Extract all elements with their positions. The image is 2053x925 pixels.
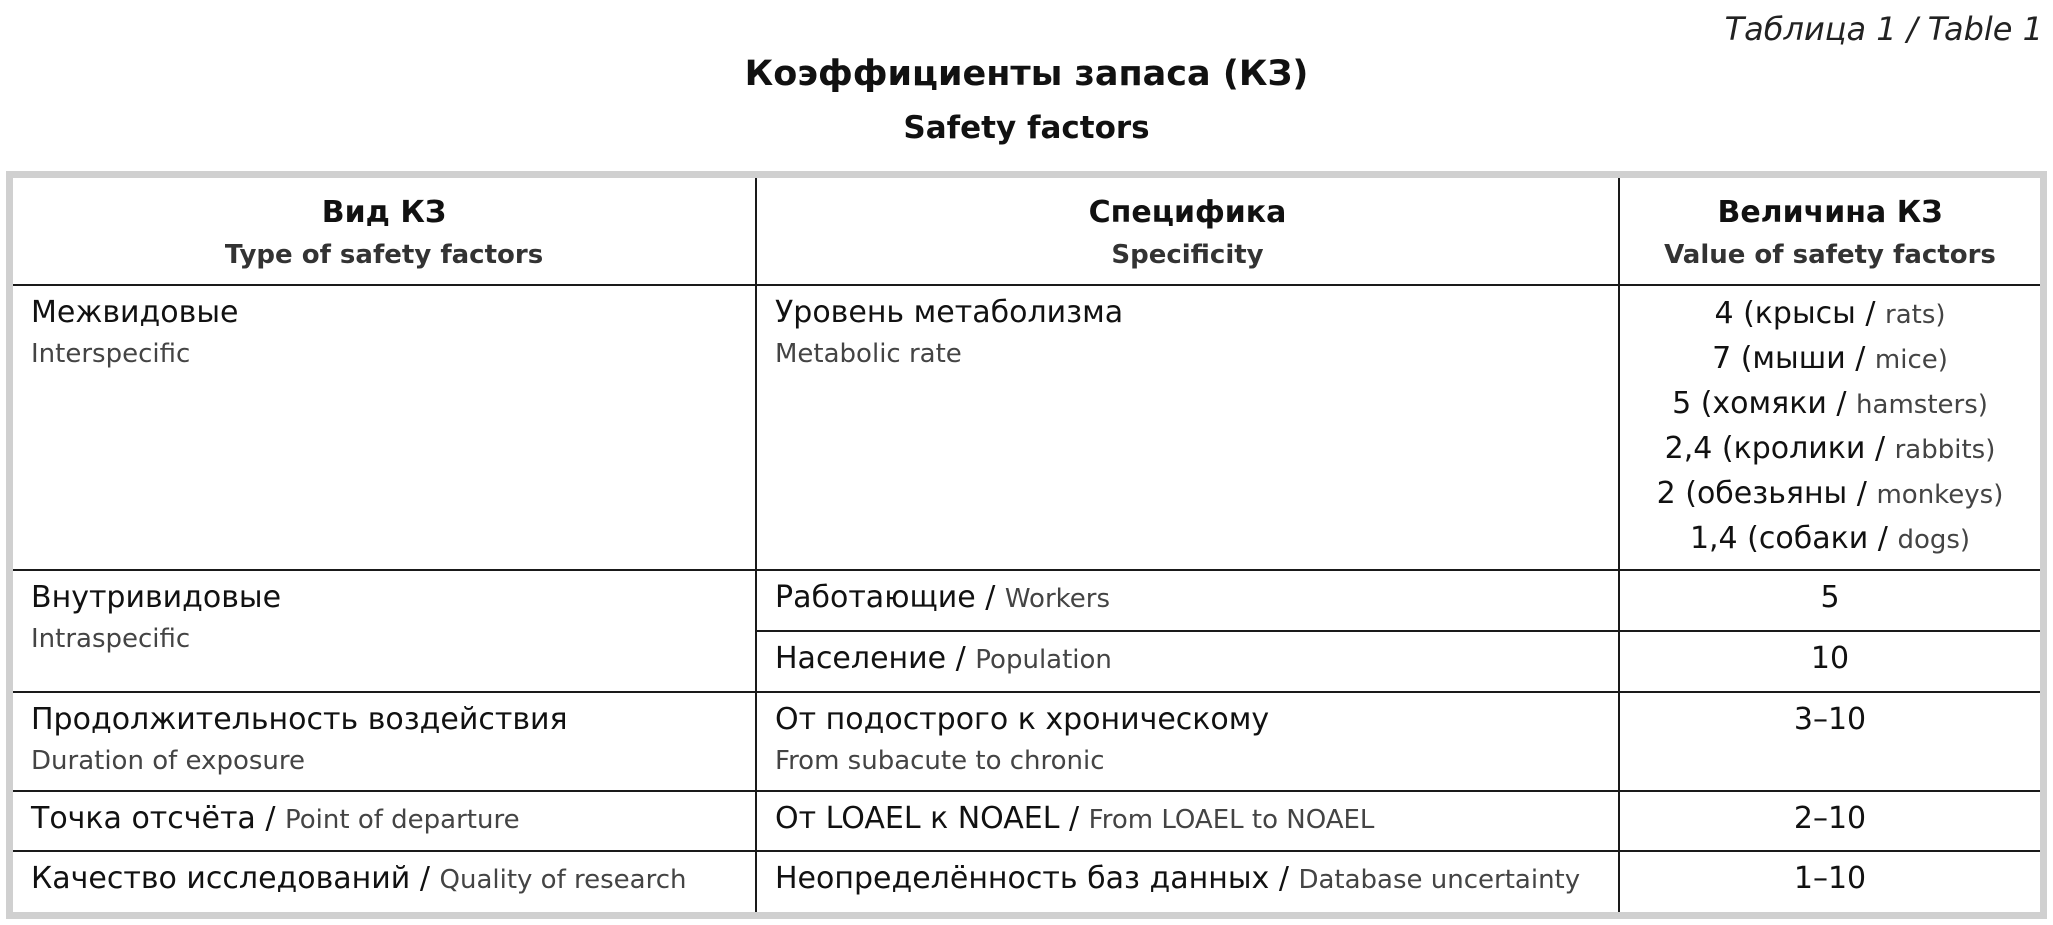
table-title-ru: Коэффициенты запаса (КЗ) xyxy=(744,54,1309,94)
cell-type-interspecific xyxy=(13,285,756,570)
value: 3–10 xyxy=(1793,701,1867,737)
cell-spec-quality xyxy=(756,851,1619,912)
value: 2–10 xyxy=(1793,800,1867,836)
spec-line xyxy=(775,798,1600,841)
safety-factors-table xyxy=(13,178,2040,912)
separator: / xyxy=(1856,476,1867,512)
separator: / xyxy=(1874,431,1886,467)
value-en: rabbits) xyxy=(1894,435,1996,466)
type-ru: Внутривидовые xyxy=(31,580,282,616)
value-ru: 2,4 (кролики xyxy=(1664,431,1866,467)
spec-ru: Работающие xyxy=(775,580,976,616)
safety-factors-table-frame xyxy=(6,171,2047,919)
spec-ru: От подострого к хроническому xyxy=(775,701,1270,737)
value-line-mice xyxy=(1638,337,2022,382)
cell-spec-interspecific xyxy=(756,285,1619,570)
table-row-duration xyxy=(13,692,2040,791)
type-line xyxy=(31,858,737,901)
separator: / xyxy=(1836,386,1847,422)
separator: / xyxy=(419,861,430,897)
type-ru: Продолжительность воздействия xyxy=(31,701,568,737)
spec-line xyxy=(775,638,1600,681)
value-en: hamsters) xyxy=(1856,390,1988,421)
separator: / xyxy=(1855,341,1866,377)
cell-type-intraspecific xyxy=(13,570,756,691)
table-title-en: Safety factors xyxy=(903,110,1150,146)
value: 5 xyxy=(1820,580,1840,616)
value-ru: 4 (крысы xyxy=(1714,296,1856,332)
spec-ru: Неопределённость баз данных xyxy=(775,861,1270,897)
spec-en: Workers xyxy=(1004,584,1111,615)
value: 10 xyxy=(1810,640,1850,676)
separator: / xyxy=(1877,521,1888,557)
header-specificity xyxy=(756,178,1619,285)
type-en: Interspecific xyxy=(31,339,191,370)
header-type-en: Type of safety factors xyxy=(224,240,544,271)
value-ru: 5 (хомяки xyxy=(1672,386,1827,422)
spec-en: Database uncertainty xyxy=(1298,865,1581,896)
header-value xyxy=(1619,178,2040,285)
cell-type-departure xyxy=(13,791,756,852)
value-line-rats xyxy=(1638,292,2022,337)
cell-spec-population xyxy=(756,631,1619,692)
value-line-dogs xyxy=(1638,517,2022,562)
cell-spec-departure xyxy=(756,791,1619,852)
value-en: rats) xyxy=(1885,300,1946,331)
value-en: dogs) xyxy=(1897,525,1971,556)
separator: / xyxy=(985,580,996,616)
value: 1–10 xyxy=(1793,861,1867,897)
separator: / xyxy=(1278,861,1289,897)
value-en: mice) xyxy=(1874,345,1948,376)
separator: / xyxy=(1069,800,1080,836)
value-ru: 1,4 (собаки xyxy=(1689,521,1869,557)
header-value-en: Value of safety factors xyxy=(1664,240,1996,271)
header-specificity-ru: Специфика xyxy=(1088,195,1287,231)
cell-value-duration xyxy=(1619,692,2040,791)
separator: / xyxy=(1865,296,1876,332)
table-row-departure xyxy=(13,791,2040,852)
spec-en: Metabolic rate xyxy=(775,339,962,370)
table-header-row xyxy=(13,178,2040,285)
separator: / xyxy=(955,640,966,676)
value-line-rabbits xyxy=(1638,427,2022,472)
spec-line xyxy=(775,858,1600,901)
separator: / xyxy=(265,800,276,836)
value-ru: 2 (обезьяны xyxy=(1656,476,1848,512)
value-ru: 7 (мыши xyxy=(1712,341,1846,377)
table-number-label: Таблица 1 / Table 1 xyxy=(1724,10,2043,48)
cell-value-workers xyxy=(1619,570,2040,631)
cell-type-quality xyxy=(13,851,756,912)
type-ru: Точка отсчёта xyxy=(31,800,256,836)
header-value-ru: Величина КЗ xyxy=(1717,195,1943,231)
spec-ru: Уровень метаболизма xyxy=(775,295,1124,331)
type-ru: Межвидовые xyxy=(31,295,239,331)
value-en: monkeys) xyxy=(1876,480,2004,511)
header-type-ru: Вид КЗ xyxy=(321,195,447,231)
spec-en: From LOAEL to NOAEL xyxy=(1088,804,1375,835)
table-row-workers xyxy=(13,570,2040,631)
type-line xyxy=(31,798,737,841)
spec-en: From subacute to chronic xyxy=(775,745,1105,776)
spec-line xyxy=(775,577,1600,620)
spec-ru: От LOAEL к NOAEL xyxy=(775,800,1060,836)
cell-value-quality xyxy=(1619,851,2040,912)
type-en: Intraspecific xyxy=(31,624,191,655)
cell-value-population xyxy=(1619,631,2040,692)
cell-spec-duration xyxy=(756,692,1619,791)
table-row-quality xyxy=(13,851,2040,912)
header-specificity-en: Specificity xyxy=(1111,240,1264,271)
type-ru: Качество исследований xyxy=(31,861,411,897)
value-line-hamsters xyxy=(1638,382,2022,427)
cell-spec-workers xyxy=(756,570,1619,631)
table-row-interspecific xyxy=(13,285,2040,570)
header-type xyxy=(13,178,756,285)
type-en: Duration of exposure xyxy=(31,745,305,776)
spec-ru: Население xyxy=(775,640,947,676)
cell-value-departure xyxy=(1619,791,2040,852)
type-en: Point of departure xyxy=(285,804,520,835)
spec-en: Population xyxy=(975,644,1112,675)
cell-value-interspecific xyxy=(1619,285,2040,570)
type-en: Quality of research xyxy=(439,865,687,896)
value-line-monkeys xyxy=(1638,472,2022,517)
cell-type-duration xyxy=(13,692,756,791)
